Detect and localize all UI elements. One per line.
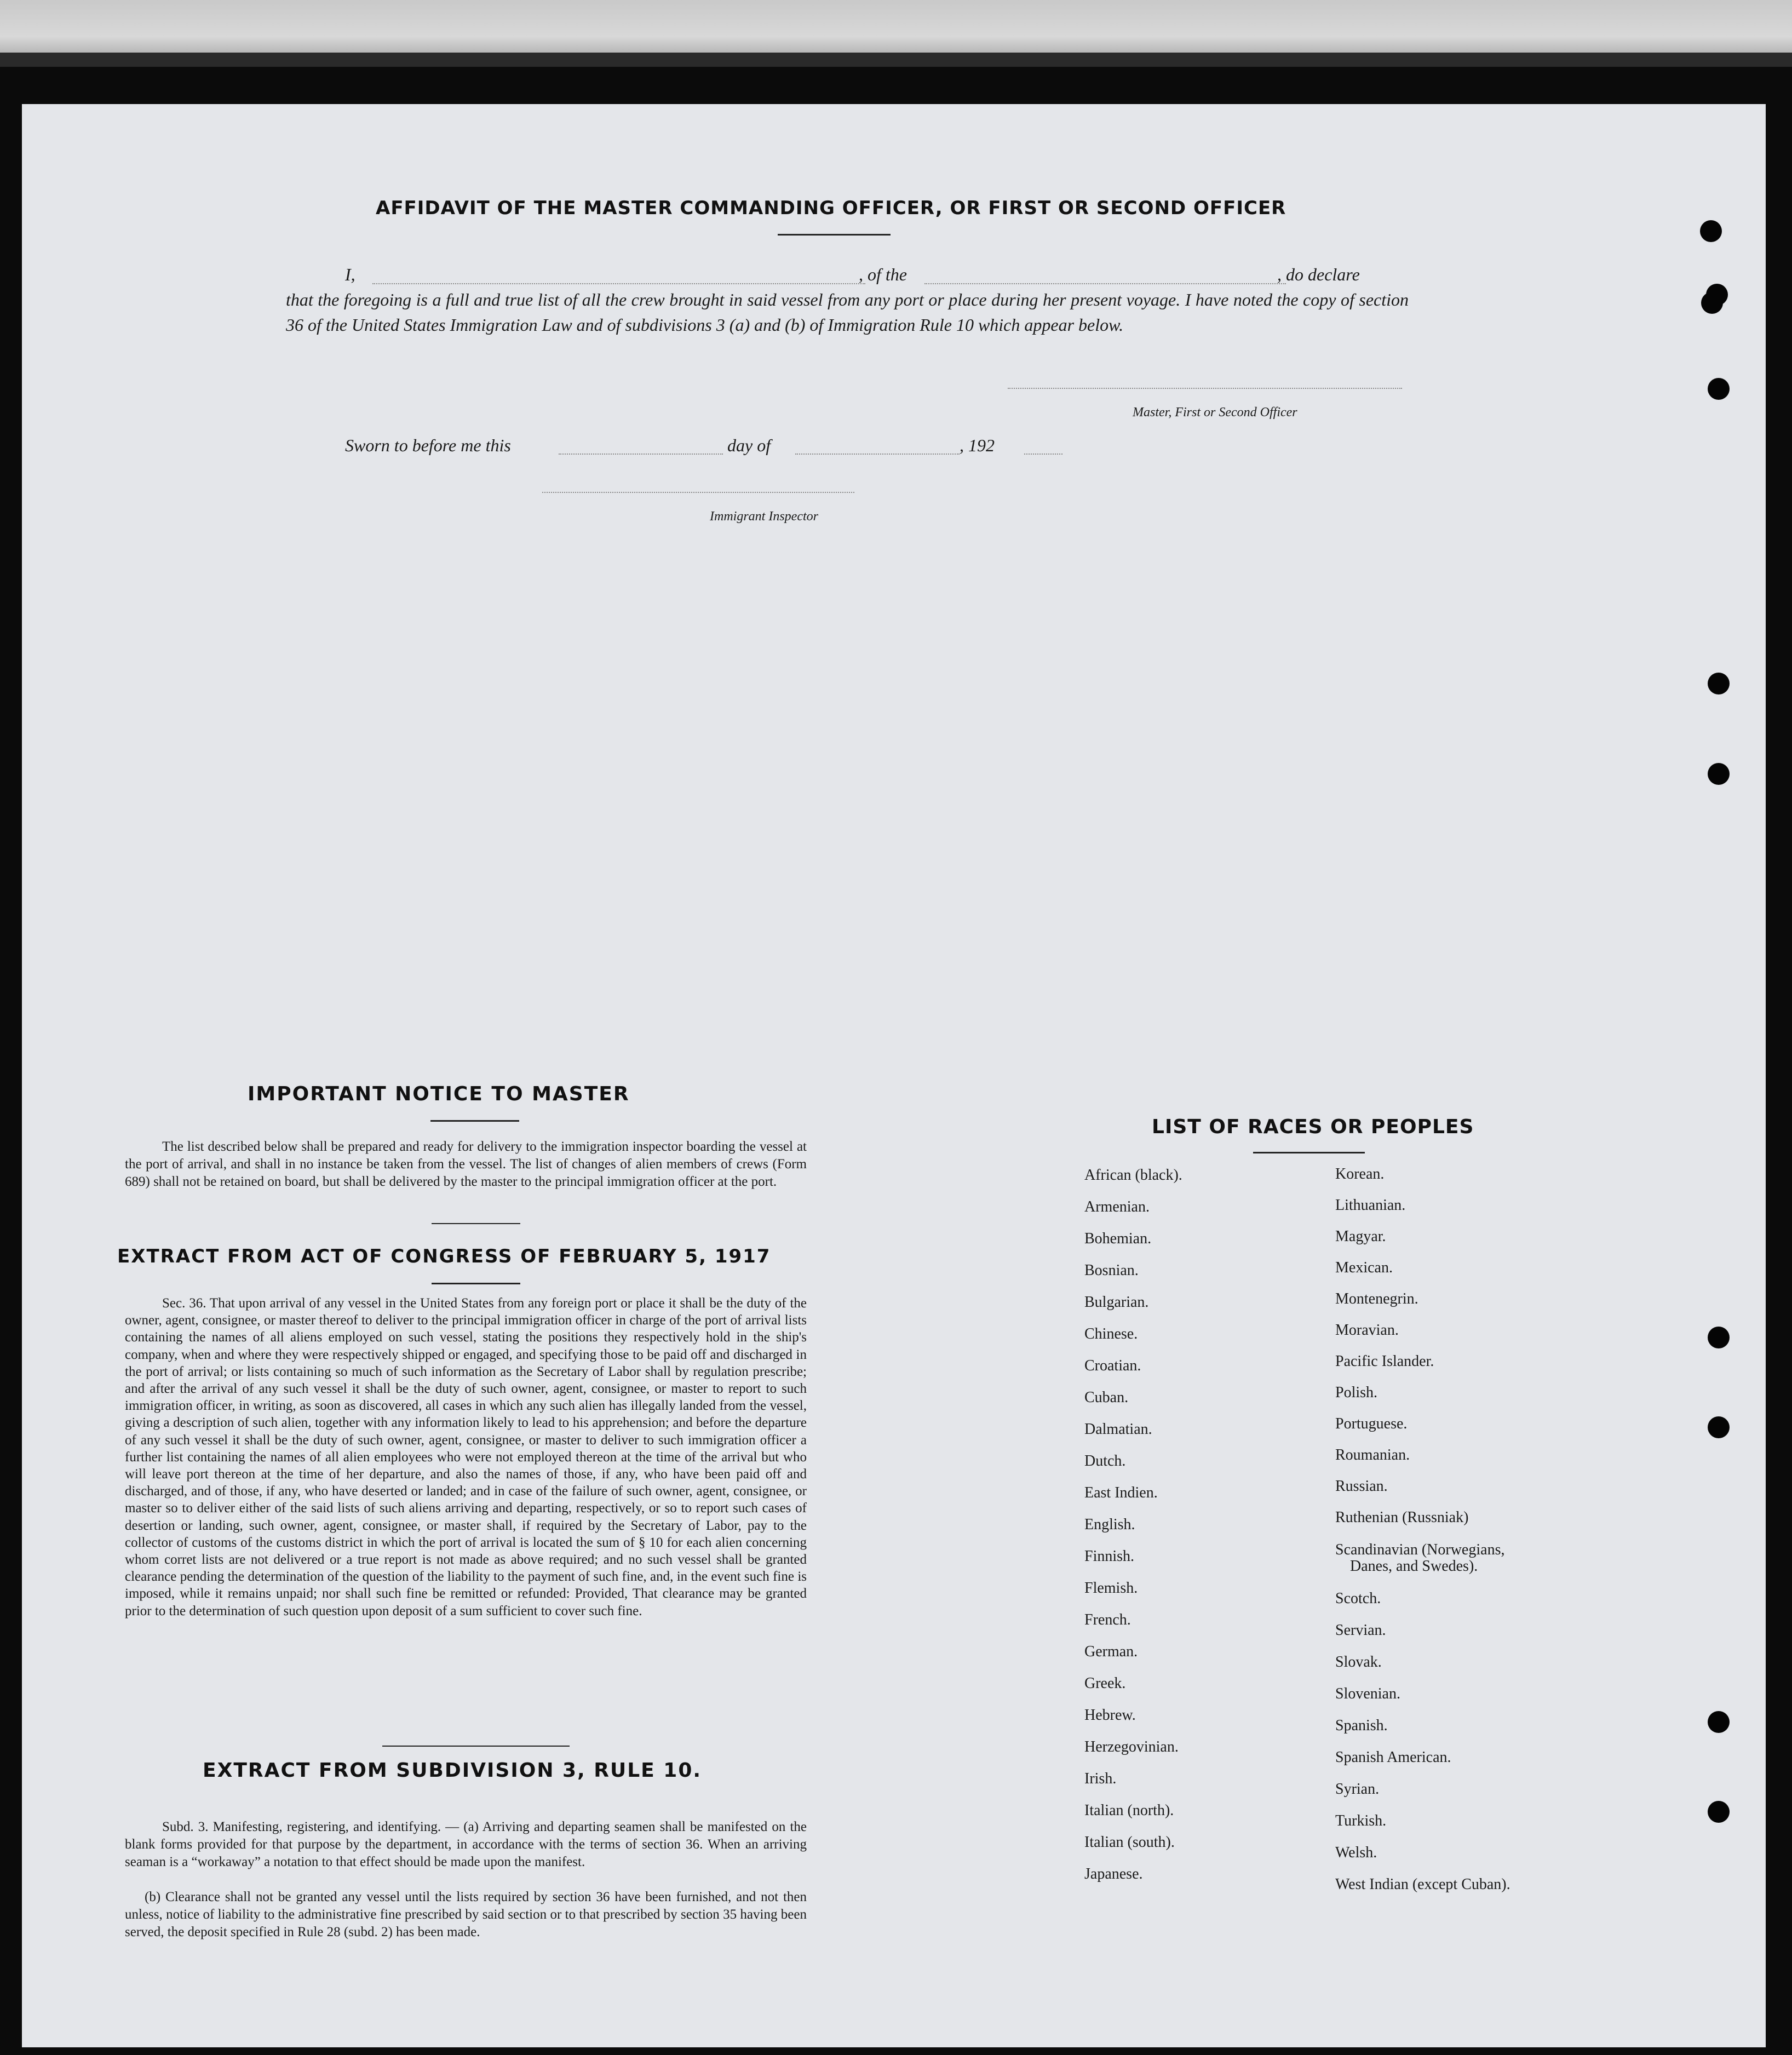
affidavit-i: I,	[345, 265, 355, 284]
race-item: Lithuanian.	[1335, 1197, 1406, 1214]
race-item: Italian (south).	[1084, 1834, 1175, 1851]
race-item: Scandinavian (Norwegians,	[1335, 1541, 1505, 1558]
scanner-top-edge	[0, 0, 1792, 67]
race-item: Russian.	[1335, 1478, 1388, 1495]
race-item: Dutch.	[1084, 1453, 1126, 1470]
notice-divider	[432, 1223, 520, 1224]
race-item: Finnish.	[1084, 1548, 1135, 1565]
race-item: Moravian.	[1335, 1322, 1399, 1339]
notice-text: The list described below shall be prepared and ready for delivery to the immigration inspector boarding the vessel at the port of arrival, and shall in no instance be taken from the vessel. The list of changes of alien members of crews (Form 689) shall not be retained on board, but shall be delivered by the master to the principal immigration officer at the port.	[125, 1139, 807, 1189]
punch-hole	[1701, 292, 1723, 314]
act-underline	[432, 1283, 520, 1284]
affidavit-title: AFFIDAVIT OF THE MASTER COMMANDING OFFICER, OR FIRST OR SECOND OFFICER	[376, 197, 1286, 219]
race-item: Servian.	[1335, 1622, 1386, 1639]
race-item: Pacific Islander.	[1335, 1353, 1434, 1370]
inspector-line	[542, 492, 854, 493]
race-item: Hebrew.	[1084, 1707, 1136, 1724]
race-item: Slovak.	[1335, 1654, 1382, 1671]
rule-title: EXTRACT FROM SUBDIVISION 3, RULE 10.	[203, 1759, 702, 1782]
sworn-text: Sworn to before me this	[345, 435, 511, 455]
sworn-month-blank	[795, 454, 960, 455]
punch-hole	[1708, 1801, 1730, 1823]
race-item: Montenegrin.	[1335, 1290, 1418, 1307]
race-item: Welsh.	[1335, 1844, 1377, 1861]
signature-line	[1008, 388, 1402, 389]
race-item: Chinese.	[1084, 1325, 1138, 1342]
notice-title: IMPORTANT NOTICE TO MASTER	[248, 1083, 630, 1105]
document-page	[22, 104, 1766, 2047]
race-item: English.	[1084, 1516, 1135, 1533]
race-item: Syrian.	[1335, 1781, 1380, 1798]
race-item: Spanish American.	[1335, 1749, 1451, 1766]
punch-hole	[1708, 1711, 1730, 1733]
sworn-day-blank	[559, 454, 723, 455]
year-prefix: , 192	[960, 435, 995, 455]
act-title: EXTRACT FROM ACT OF CONGRESS OF FEBRUARY 5, 1917	[117, 1245, 771, 1267]
punch-hole	[1708, 1416, 1730, 1438]
race-item: Spanish.	[1335, 1717, 1388, 1734]
punch-hole	[1700, 220, 1722, 242]
race-item: Slovenian.	[1335, 1685, 1400, 1702]
vessel-blank	[924, 283, 1286, 284]
race-item: Korean.	[1335, 1166, 1385, 1183]
notice-underline	[430, 1120, 519, 1122]
race-item: African (black).	[1084, 1167, 1182, 1184]
rule-text-a: Subd. 3. Manifesting, registering, and identifying. — (a) Arriving and departing seamen shall be manifested on the blank forms provided for that purpose by the department, in accordance with the terms of section 36. When an arriving seaman is a “workaway” a notation to that effect should be made upon the manifest.	[125, 1819, 807, 1869]
race-item: Bulgarian.	[1084, 1294, 1149, 1311]
race-item: Greek.	[1084, 1675, 1126, 1692]
race-item: Herzegovinian.	[1084, 1738, 1179, 1755]
year-blank	[1024, 454, 1062, 455]
day-of: day of	[727, 435, 771, 455]
race-item: Polish.	[1335, 1384, 1378, 1401]
race-item: Portuguese.	[1335, 1415, 1408, 1432]
race-item: German.	[1084, 1643, 1138, 1660]
name-blank	[372, 283, 865, 284]
race-item: East Indien.	[1084, 1484, 1158, 1501]
race-item: Roumanian.	[1335, 1446, 1410, 1463]
race-item: West Indian (except Cuban).	[1335, 1876, 1510, 1893]
race-item: Bosnian.	[1084, 1262, 1139, 1279]
affidavit-body: that the foregoing is a full and true list of all the crew brought in said vessel from any port or place during her present voyage. I have noted the copy of section 36 of the United States Immigration Law and of subdivisions 3 (a) and (b) of Immigration Rule 10 which appear below.	[286, 290, 1409, 335]
rule-text-b: (b) Clearance shall not be granted any vessel until the lists required by section 36 have been furnished, and not then unless, notice of liability to the administrative fine prescribed by said section or to that prescribed by section 35 having been served, the deposit specified in Rule 28 (subd. 2) has been made.	[125, 1890, 807, 1939]
race-item: Scotch.	[1335, 1590, 1381, 1607]
races-title: LIST OF RACES OR PEOPLES	[1152, 1116, 1474, 1138]
race-item: Japanese.	[1084, 1865, 1143, 1882]
race-item: Ruthenian (Russniak)	[1335, 1509, 1469, 1526]
affidavit-of-the: , of the	[859, 265, 907, 284]
punch-hole	[1708, 673, 1730, 694]
race-item: Turkish.	[1335, 1812, 1387, 1829]
race-item: Mexican.	[1335, 1259, 1393, 1276]
race-item: French.	[1084, 1611, 1131, 1628]
race-item: Italian (north).	[1084, 1802, 1174, 1819]
punch-hole	[1708, 378, 1730, 400]
race-item: Bohemian.	[1084, 1230, 1152, 1247]
race-item: Dalmatian.	[1084, 1421, 1152, 1438]
races-underline	[1253, 1152, 1365, 1153]
race-item: Danes, and Swedes).	[1350, 1558, 1478, 1575]
act-text: Sec. 36. That upon arrival of any vessel in the United States from any foreign port or place it shall be the duty of the owner, agent, consignee, or master thereof to deliver to the principal immigration officer in charge of the port of arrival lists containing the names of all aliens employed on such vessel, stating the positions they respectively hold in the ship's company, when and where they were respectively shipped or engaged, and specifying those to be paid off and discharged in the port of arrival; or lists containing so much of such information as the Secretary of Labor shall by regulation prescribe; and after the arrival of any such vessel it shall be the duty of such owner, agent, consignee, or master to report to such immigration officer, in writing, as soon as discovered, all cases in which any such alien has illegally landed from the vessel, giving a description of such alien, together with any information likely to lead to his apprehension; and before the departure of any such vessel it shall be the duty of such owner, agent, consignee, or master to deliver to such immigration officer a further list containing the names of all alien employees who were not employed thereon at the time of the arrival but who will leave port thereon at the time of her departure, and also the names of those, if any, who have been paid off and discharged, and of those, if any, who have deserted or landed; and in case of the failure of such owner, agent, consignee, or master so to deliver either of the said lists of such aliens arriving and departing, respectively, or so to report such cases of desertion or landing, such owner, agent, consignee, or master shall, if required by the Secretary of Labor, pay to the collector of customs of the customs district in which the port of arrival is located the sum of § 10 for each alien concerning whom corret lists are not delivered or a true report is not made as above required; and no such vessel shall be granted clearance pending the determination of the question of the liability to the payment of such fine, and, in the event such fine is imposed, while it remains unpaid; nor shall such fine be remitted or refunded: Provided, That clearance may be granted prior to the determination of such question upon deposit of a sum sufficient to cover such fine.	[125, 1296, 807, 1618]
punch-hole	[1708, 1327, 1730, 1348]
affidavit-declare: , do declare	[1277, 265, 1360, 284]
title-underline	[778, 234, 891, 236]
signature-caption: Master, First or Second Officer	[1133, 405, 1297, 420]
inspector-caption: Immigrant Inspector	[710, 509, 818, 524]
race-item: Magyar.	[1335, 1228, 1386, 1245]
race-item: Croatian.	[1084, 1357, 1141, 1374]
act-divider	[382, 1746, 570, 1747]
race-item: Cuban.	[1084, 1389, 1129, 1406]
race-item: Flemish.	[1084, 1580, 1138, 1597]
race-item: Armenian.	[1084, 1198, 1150, 1215]
race-item: Irish.	[1084, 1770, 1117, 1787]
punch-hole	[1708, 763, 1730, 785]
